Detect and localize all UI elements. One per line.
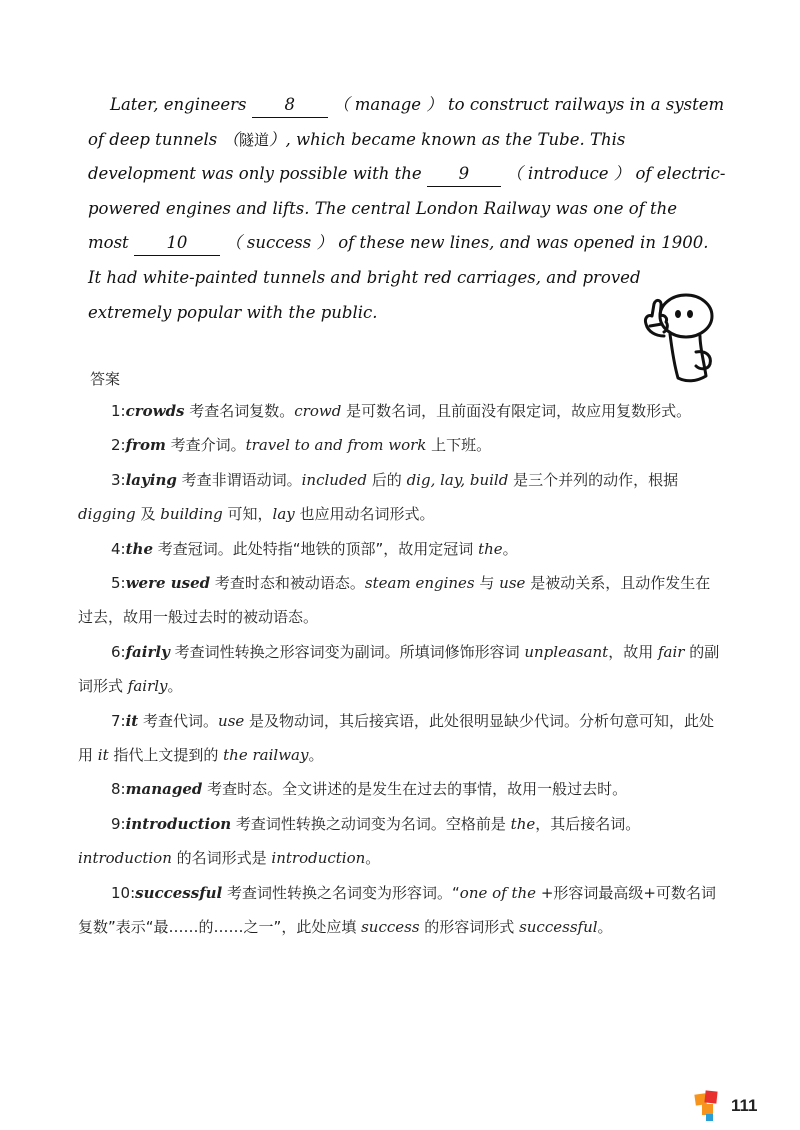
answer-text: 的形容词形式 xyxy=(419,918,520,937)
passage-text: development was only possible with the xyxy=(88,164,422,184)
answer-list xyxy=(78,394,724,945)
thumbs-up-mascot-icon xyxy=(634,292,724,384)
passage-text: most xyxy=(88,233,129,253)
answer-text: 考查时态和被动语态。 xyxy=(210,574,365,593)
answer-number: 9: xyxy=(111,814,126,833)
passage-text: Later, engineers xyxy=(110,95,247,114)
answer-text: 。 xyxy=(597,918,613,937)
answer-number: 10: xyxy=(111,883,136,902)
answers-heading: 答案 xyxy=(90,370,121,388)
answer-example: the xyxy=(478,539,503,558)
answer-word: managed xyxy=(125,780,203,799)
answer-text: 考查词性转换之动词变为名词。空格前是 xyxy=(231,814,511,833)
answer-word: were used xyxy=(125,574,211,593)
answer-text: +形容词最高级+可数名词复数”表示“最……的……之一”，此处应填 xyxy=(78,883,716,937)
answer-text: 考查非谓语动词。 xyxy=(176,470,302,489)
answer-number: 6: xyxy=(111,642,126,661)
answer-item-7 xyxy=(78,704,724,773)
answer-item-9 xyxy=(78,807,724,876)
passage-text: （ manage ） to construct railways in a system xyxy=(333,95,725,114)
answer-text: 是及物动词，其后接宾语，此处很明显缺少代词。分析句意可知，此处用 xyxy=(78,711,715,765)
passage-line-4: powered engines and lifts. The central London Railway was one of the xyxy=(88,198,678,218)
answer-text: 考查时态。全文讲述的是发生在过去的事情，故用一般过去时。 xyxy=(202,780,628,799)
answer-example: lay xyxy=(272,505,295,524)
answer-text: 是三个并列的动作，根据 xyxy=(508,470,679,489)
answer-word: laying xyxy=(125,470,177,489)
answer-word: fairly xyxy=(125,642,170,661)
answer-example: use xyxy=(499,574,526,593)
page-number: 111 xyxy=(731,1096,758,1115)
answer-text: 考查名词复数。 xyxy=(184,402,295,420)
answer-text: 考查词性转换之名词变为形容词。“ xyxy=(222,883,460,902)
answer-item-2 xyxy=(78,428,724,462)
answer-text: 也应用动名词形式。 xyxy=(294,505,435,524)
answer-text: 是被动关系，且动作发生在过去，故用一般过去时的被动语态。 xyxy=(78,574,711,627)
answer-word: crowds xyxy=(125,402,185,420)
answer-example: travel to and from work xyxy=(245,436,427,455)
answer-example: building xyxy=(160,505,223,524)
passage-gloss: 隧道 xyxy=(238,130,269,149)
answer-item-4 xyxy=(78,532,724,566)
answer-word: from xyxy=(125,436,166,455)
answer-number: 3: xyxy=(111,470,126,489)
answer-example: it xyxy=(97,746,109,765)
passage-line-2 xyxy=(88,123,728,158)
answer-word: it xyxy=(125,711,139,730)
publisher-logo-icon xyxy=(693,1090,723,1122)
answer-text: 后的 xyxy=(367,470,407,489)
answer-example: successful xyxy=(519,918,598,937)
passage-line-7: extremely popular with the public. xyxy=(88,302,378,322)
answer-item-10 xyxy=(78,876,724,945)
answer-example: success xyxy=(361,918,420,937)
answer-text: 上下班。 xyxy=(426,436,492,455)
answer-text: 。 xyxy=(167,677,183,696)
answer-example: dig, lay, build xyxy=(406,470,509,489)
answer-number: 8: xyxy=(111,780,126,799)
reading-passage xyxy=(88,88,728,330)
answer-word: the xyxy=(125,539,153,558)
answer-example: digging xyxy=(78,505,136,524)
passage-line-5 xyxy=(88,226,728,261)
answer-example: one of the xyxy=(459,883,537,902)
passage-text: of deep tunnels （ xyxy=(88,129,239,149)
answer-word: successful xyxy=(135,883,223,902)
answer-number: 7: xyxy=(111,711,126,730)
passage-text: （ introduce ） of electric- xyxy=(506,164,726,184)
answer-example: included xyxy=(301,470,368,489)
answer-text: 可知， xyxy=(222,505,273,524)
answer-text: 考查介词。 xyxy=(165,436,246,455)
answer-text: ，其后接名词。 xyxy=(535,814,641,833)
answer-example: the xyxy=(510,814,536,833)
passage-text: （ success ） of these new lines, and was opened in 1900. xyxy=(225,233,709,253)
answer-text: 与 xyxy=(474,574,500,593)
answer-text: 是可数名词，且前面没有限定词，故应用复数形式。 xyxy=(341,402,692,420)
answer-text: 。 xyxy=(365,849,381,868)
answer-example: fair xyxy=(658,642,685,661)
answer-example: steam engines xyxy=(364,574,475,593)
answer-text: 的副词形式 xyxy=(78,642,720,696)
answer-text: ，故用 xyxy=(608,642,658,661)
answer-item-8 xyxy=(78,772,724,806)
answer-example: fairly xyxy=(127,677,168,696)
answer-word: introduction xyxy=(125,814,232,833)
answer-text: 考查词性转换之形容词变为副词。所填词修饰形容词 xyxy=(169,642,525,661)
passage-line-1 xyxy=(88,88,728,123)
blank-9[interactable]: 9 xyxy=(427,162,501,187)
answer-text: 指代上文提到的 xyxy=(108,746,224,765)
answer-item-1 xyxy=(78,394,724,428)
answer-example: unpleasant xyxy=(524,642,609,661)
answer-text: 及 xyxy=(135,505,161,524)
blank-10[interactable]: 10 xyxy=(134,231,220,256)
blank-8[interactable]: 8 xyxy=(252,93,328,118)
answer-number: 1: xyxy=(111,402,126,420)
answer-number: 2: xyxy=(111,436,126,455)
answer-example: use xyxy=(218,711,245,730)
answer-text: 的名词形式是 xyxy=(171,849,272,868)
passage-text: ）, which became known as the Tube. This xyxy=(268,129,626,149)
answer-item-5 xyxy=(78,566,724,635)
answer-text: 考查冠词。此处特指“地铁的顶部”，故用定冠词 xyxy=(153,539,479,558)
passage-line-6: It had white-painted tunnels and bright red carriages, and proved xyxy=(88,267,641,287)
answer-text: 。 xyxy=(502,539,518,558)
answer-example: introduction xyxy=(271,849,366,868)
answer-text: 考查代词。 xyxy=(138,711,219,730)
answer-item-6 xyxy=(78,635,724,704)
answer-text: 。 xyxy=(308,746,324,765)
answer-number: 5: xyxy=(111,574,126,593)
passage-line-3 xyxy=(88,157,728,192)
answer-number: 4: xyxy=(111,539,126,558)
answer-example: crowd xyxy=(294,402,342,420)
answer-item-3 xyxy=(78,463,724,532)
answer-example: introduction xyxy=(78,849,172,868)
answer-example: the railway xyxy=(223,746,309,765)
